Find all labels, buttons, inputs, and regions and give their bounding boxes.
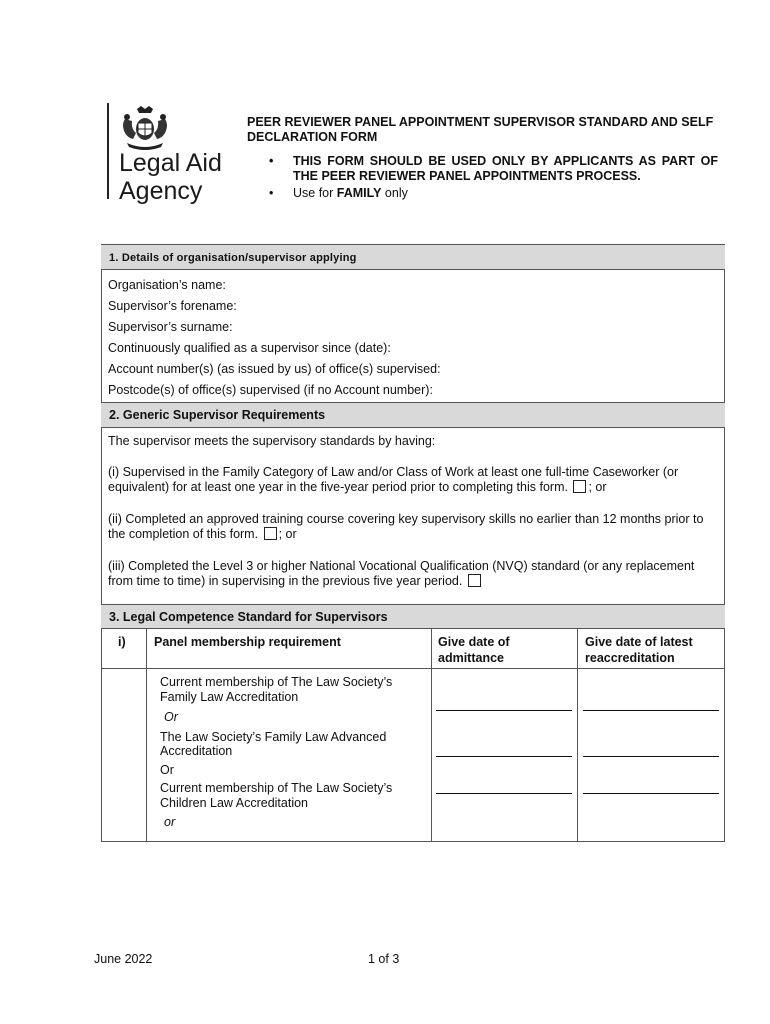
table-header-divider bbox=[101, 668, 725, 669]
requirement-i-checkbox[interactable] bbox=[573, 480, 586, 493]
section-2-requirements bbox=[108, 434, 708, 606]
admittance-date-line-family-advanced[interactable] bbox=[436, 756, 572, 757]
section-1-heading: 1. Details of organisation/supervisor applying bbox=[101, 244, 725, 270]
reaccreditation-date-line-family-advanced[interactable] bbox=[583, 756, 719, 757]
requirement-iii: (iii) Completed the Level 3 or higher National Vocational Qualification (NVQ) standard (or any replacement from time to time) in supervising in the previous five year period. bbox=[108, 559, 695, 588]
logo-text-line1: Legal Aid bbox=[119, 149, 222, 177]
organisation-name-field[interactable]: Organisation’s name: bbox=[108, 278, 226, 292]
requirement-iii-checkbox[interactable] bbox=[468, 574, 481, 587]
column-header-requirement: Panel membership requirement bbox=[154, 635, 341, 649]
or-separator: Or bbox=[160, 762, 174, 777]
section-1-fields bbox=[108, 275, 441, 401]
supervisor-forename-field[interactable]: Supervisor’s forename: bbox=[108, 299, 237, 313]
legal-aid-agency-logo bbox=[107, 103, 237, 213]
royal-coat-of-arms-icon bbox=[119, 105, 171, 151]
membership-family-law-advanced: The Law Society’s Family Law Advanced Accreditation bbox=[160, 729, 387, 758]
logo-divider bbox=[107, 103, 109, 199]
column-header-number: i) bbox=[118, 635, 126, 649]
requirement-ii: (ii) Completed an approved training course covering key supervisory skills no earlier than 12 months prior to the completion of this form. ; or bbox=[108, 512, 704, 541]
table-column-divider bbox=[431, 629, 432, 842]
instruction-list bbox=[262, 154, 718, 201]
membership-children-law: Current membership of The Law Society’s Children Law Accreditation bbox=[160, 781, 393, 810]
form-title: PEER REVIEWER PANEL APPOINTMENT SUPERVISOR STANDARD AND SELF DECLARATION FORM bbox=[247, 115, 714, 144]
page-number: 1 of 3 bbox=[368, 952, 400, 966]
instruction-family-only: • Use for FAMILY only bbox=[262, 186, 718, 201]
reaccreditation-date-line-family-law[interactable] bbox=[583, 710, 719, 711]
qualified-since-date-field[interactable]: Continuously qualified as a supervisor since (date): bbox=[108, 341, 391, 355]
section-2-heading: 2. Generic Supervisor Requirements bbox=[101, 402, 725, 428]
requirements-intro: The supervisor meets the supervisory standards by having: bbox=[108, 434, 436, 448]
requirement-ii-checkbox[interactable] bbox=[264, 527, 277, 540]
footer-date: June 2022 bbox=[94, 952, 153, 966]
account-numbers-field[interactable]: Account number(s) (as issued by us) of office(s) supervised: bbox=[108, 362, 441, 376]
section-3-heading: 3. Legal Competence Standard for Supervisors bbox=[101, 604, 725, 629]
admittance-date-line-children-law[interactable] bbox=[436, 793, 572, 794]
table-column-divider bbox=[577, 629, 578, 842]
table-column-divider bbox=[146, 629, 147, 842]
logo-text-line2: Agency bbox=[119, 177, 203, 205]
requirement-i: (i) Supervised in the Family Category of Law and/or Class of Work at least one full-time Caseworker (or equivalent) for at least one year in the five-year period prior to completing this form. ; or bbox=[108, 465, 679, 494]
or-separator: or bbox=[164, 815, 176, 829]
postcodes-field[interactable]: Postcode(s) of office(s) supervised (if no Account number): bbox=[108, 383, 433, 397]
column-header-admittance: Give date of admittance bbox=[438, 635, 510, 665]
instruction-applicants-only: • THIS FORM SHOULD BE USED ONLY BY APPLICANTS AS PART OF THE PEER REVIEWER PANEL APPOINTMENTS PROCESS. bbox=[262, 154, 718, 184]
column-header-reaccreditation: Give date of latest reaccreditation bbox=[585, 635, 693, 665]
or-separator: Or bbox=[164, 710, 178, 724]
reaccreditation-date-line-children-law[interactable] bbox=[583, 793, 719, 794]
admittance-date-line-family-law[interactable] bbox=[436, 710, 572, 711]
membership-options bbox=[160, 675, 428, 830]
membership-family-law: Current membership of The Law Society’s Family Law Accreditation bbox=[160, 675, 393, 704]
supervisor-surname-field[interactable]: Supervisor’s surname: bbox=[108, 320, 233, 334]
